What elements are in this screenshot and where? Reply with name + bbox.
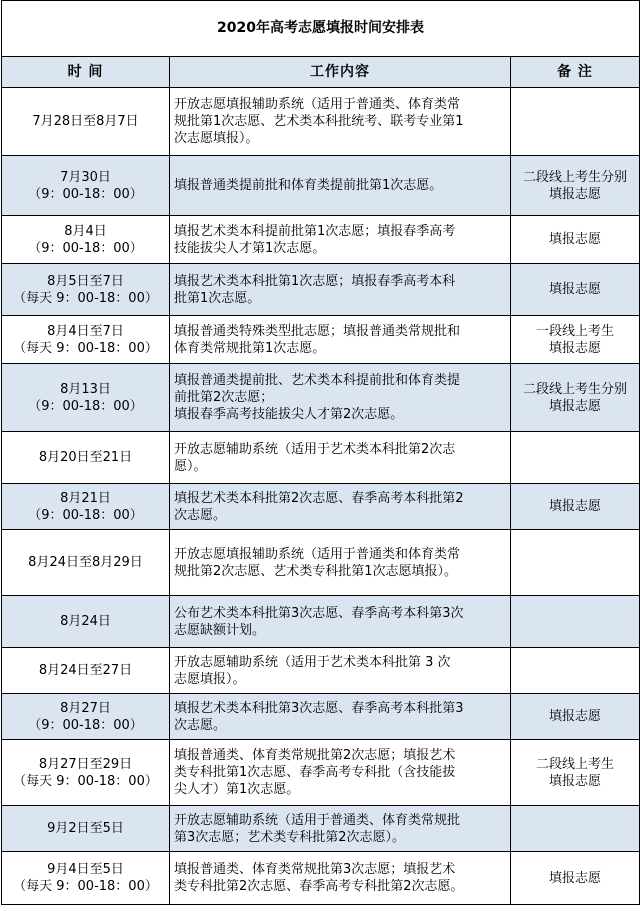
table-row [2,740,640,806]
content-cell-line: 公布艺术类本科批第3次志愿、春季高考本科第3次 [174,605,464,621]
note-cell [511,316,640,364]
note-cell-line: 填报志愿 [549,870,602,886]
note-cell-line: 填报志愿 [549,709,602,724]
table-row [2,806,640,852]
table-row [2,88,640,156]
content-cell-line: 规批第2次志愿、艺术类专科批第1次志愿填报）。 [174,563,458,579]
content-cell-line: 开放志愿辅助系统（适用于艺术类本科批第 3 次 [174,654,451,670]
note-cell [511,806,640,852]
content-cell-line: 开放志愿填报辅助系统（适用于普通类和体育类常 [174,546,461,562]
time-cell-line: 7月28日至8月7日 [32,114,139,129]
table-row [2,316,640,364]
table-row [2,364,640,432]
note-cell [511,596,640,648]
content-cell-line: 规批第1次志愿、艺术类本科批统考、联考专业第1 [174,114,464,129]
table-row [2,216,640,264]
content-cell-line: 填报艺术类本科批第2次志愿、春季高考本科批第2 [174,490,464,506]
time-cell-line: 8月27日至29日 [38,756,133,772]
time-cell-line: 9月4日至5日 [47,862,124,877]
content-cell [170,156,511,216]
time-cell-line: 8月24日至27日 [38,663,133,678]
table-row [2,648,640,694]
note-cell-line: 二段线上考生分别 [523,169,628,185]
time-cell-line: 9月2日至5日 [47,821,124,836]
table-row [2,264,640,316]
note-cell [511,432,640,484]
time-cell-line: （9：00-18：00） [28,717,143,733]
content-cell-line: 类专科批第1次志愿、春季高考专科批（含技能拔 [174,765,456,780]
time-cell [2,216,170,264]
time-cell-line: （9：00-18：00） [28,240,143,256]
content-cell-line: 填报普通类提前批和体育类提前批第1次志愿。 [174,178,443,193]
time-cell [2,484,170,530]
note-cell-line: 一段线上考生 [536,323,615,339]
time-cell-line: 8月24日至8月29日 [28,555,143,570]
content-cell-line: 填报艺术类本科批第3次志愿、春季高考本科批第3 [174,700,464,716]
note-cell-line: 填报志愿 [549,499,602,514]
note-cell-line: 填报志愿 [549,773,602,789]
time-cell-line: 8月4日至7日 [47,323,124,339]
time-cell-line: 8月27日 [60,700,111,716]
table-row [2,156,640,216]
table-title: 2020年高考志愿填报时间安排表 [2,1,640,57]
time-cell-line: 8月24日 [60,614,111,629]
note-cell [511,216,640,264]
content-cell-line: 填报普通类、体育类常规批第2次志愿；填报艺术 [174,748,456,763]
content-cell-line: 填报普通类特殊类型批志愿；填报普通类常规批和 [174,323,461,339]
content-cell [170,316,511,364]
note-cell [511,852,640,905]
time-cell-line: 7月30日 [60,169,111,185]
header-row [2,57,640,88]
time-cell-line: 8月4日 [64,223,107,239]
content-cell-line: 次志愿。 [174,717,227,733]
note-cell [511,264,640,316]
note-cell [511,740,640,806]
note-cell-line: 填报志愿 [549,186,602,202]
content-cell-line: 开放志愿辅助系统（适用于艺术类本科批第2次志 [174,441,456,457]
content-cell-line: 次志愿填报）。 [174,131,259,146]
content-cell [170,432,511,484]
time-cell [2,364,170,432]
note-cell-line: 填报志愿 [549,282,602,297]
time-cell-line: （每天 9：00-18：00） [13,773,158,789]
note-cell [511,694,640,740]
schedule-table [1,0,640,905]
content-cell [170,88,511,156]
note-cell [511,648,640,694]
content-cell-line: 愿）。 [174,458,207,474]
note-cell-line: 填报志愿 [549,398,602,414]
time-cell-line: 8月20日至21日 [38,450,133,465]
note-cell-line: 二段线上考生分别 [523,381,628,397]
table-row [2,432,640,484]
content-cell-line: 填报春季高考技能拔尖人才第2次志愿。 [174,407,404,422]
content-cell-line: 类专科批第2次志愿、春季高考专科批第2次志愿。 [174,879,464,894]
table-row [2,530,640,596]
time-cell [2,852,170,905]
note-cell [511,364,640,432]
content-cell [170,852,511,905]
content-cell [170,264,511,316]
time-cell-line: （9：00-18：00） [28,186,143,202]
time-cell-line: （9：00-18：00） [28,398,143,414]
content-cell-line: 填报普通类提前批、艺术类本科提前批和体育类提 [174,373,461,388]
header-note: 备 注 [511,57,640,88]
table-row [2,484,640,530]
content-cell-line: 志愿缺额计划。 [174,622,266,638]
note-cell-line: 填报志愿 [549,232,602,247]
time-cell-line: 8月13日 [60,381,111,397]
time-cell [2,694,170,740]
content-cell-line: 填报艺术类本科提前批第1次志愿；填报春季高考 [174,223,456,239]
content-cell-line: 次志愿。 [174,507,227,523]
content-cell [170,216,511,264]
time-cell-line: 8月5日至7日 [47,273,124,289]
time-cell [2,316,170,364]
note-cell-line: 填报志愿 [549,340,602,356]
content-cell-line: 填报艺术类本科批第1次志愿；填报春季高考本科 [174,273,456,289]
title-row [2,1,640,57]
content-cell-line: 第3次志愿；艺术类专科批第2次志愿）。 [174,829,406,845]
time-cell [2,596,170,648]
note-cell [511,156,640,216]
content-cell [170,484,511,530]
time-cell [2,88,170,156]
content-cell-line: 批第1次志愿。 [174,290,261,306]
content-cell-line: 志愿填报）。 [174,671,246,687]
content-cell-line: 前批第2次志愿； [174,390,274,405]
time-cell [2,432,170,484]
table-row [2,694,640,740]
time-cell [2,648,170,694]
content-cell-line: 尖人才）第1次志愿。 [174,782,300,797]
content-cell-line: 填报普通类、体育类常规批第3次志愿；填报艺术 [174,862,456,877]
table-row [2,596,640,648]
time-cell [2,530,170,596]
note-cell [511,88,640,156]
content-cell [170,596,511,648]
table-row [2,852,640,905]
note-cell [511,530,640,596]
time-cell-line: （每天 9：00-18：00） [13,340,158,356]
time-cell [2,264,170,316]
content-cell-line: 开放志愿填报辅助系统（适用于普通类、体育类常 [174,97,461,112]
time-cell-line: （每天 9：00-18：00） [13,879,158,894]
content-cell-line: 开放志愿辅助系统（适用于普通类、体育类常规批 [174,812,461,828]
time-cell [2,806,170,852]
time-cell-line: （9：00-18：00） [28,507,143,523]
note-cell [511,484,640,530]
content-cell [170,740,511,806]
header-time: 时 间 [2,57,170,88]
content-cell [170,806,511,852]
time-cell-line: 8月21日 [60,490,111,506]
content-cell [170,648,511,694]
content-cell-line: 体育类常规批第1次志愿。 [174,340,326,356]
content-cell [170,364,511,432]
content-cell-line: 技能拔尖人才第1次志愿。 [174,240,326,256]
header-content: 工作内容 [170,57,511,88]
time-cell [2,740,170,806]
content-cell [170,530,511,596]
time-cell-line: （每天 9：00-18：00） [13,290,158,306]
time-cell [2,156,170,216]
note-cell-line: 二段线上考生 [536,756,615,772]
content-cell [170,694,511,740]
